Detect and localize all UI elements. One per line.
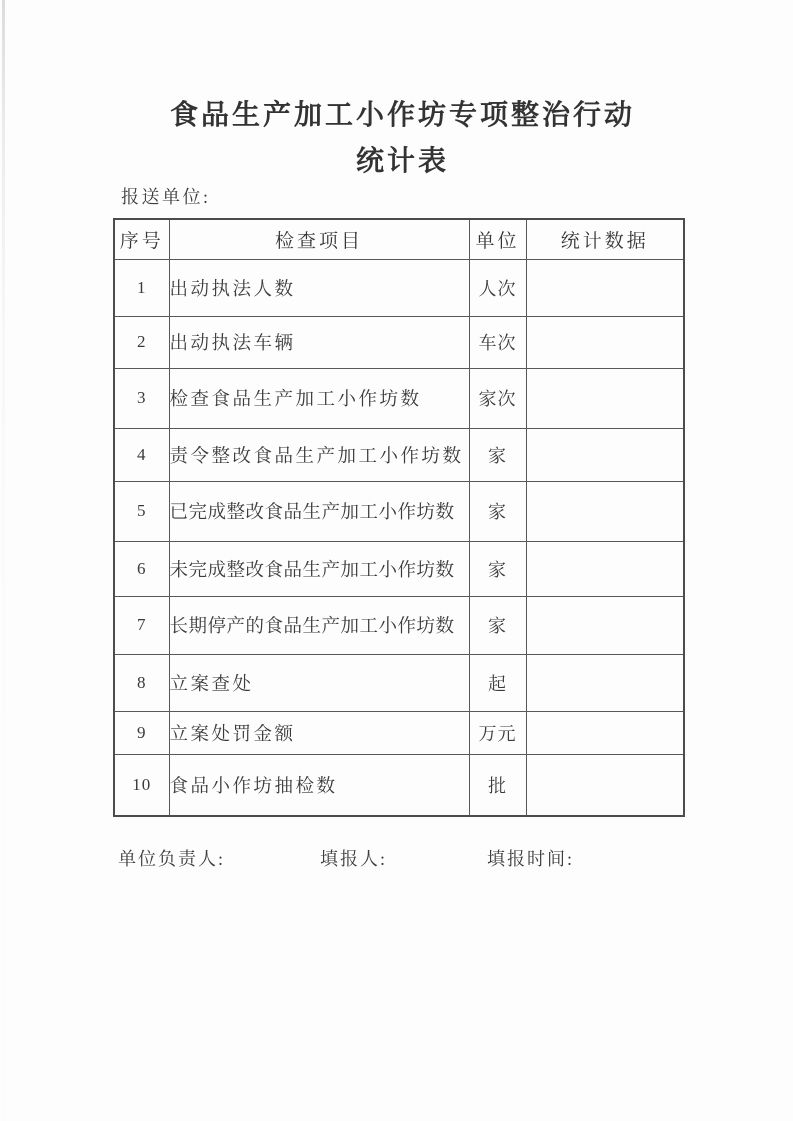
table-row [114, 711, 684, 754]
row-value-cell [526, 316, 684, 368]
statistics-table [113, 218, 685, 817]
row-item-cell: 立案处罚金额 [169, 711, 469, 754]
report-unit-label: 报送单位: [121, 187, 211, 207]
fill-time-label: 填报时间: [487, 849, 575, 869]
row-item-cell: 出动执法车辆 [169, 316, 469, 368]
row-value-cell [526, 428, 684, 481]
row-no-cell: 3 [114, 368, 169, 428]
row-unit-cell: 家 [469, 481, 526, 541]
row-value-cell [526, 368, 684, 428]
document-title [6, 92, 793, 184]
row-value-cell [526, 481, 684, 541]
title-line-1: 食品生产加工小作坊专项整治行动 [169, 99, 635, 130]
table-header-row [114, 219, 684, 259]
row-value-cell [526, 754, 684, 816]
row-unit-cell: 家次 [469, 368, 526, 428]
row-unit-cell: 家 [469, 541, 526, 596]
table-row [114, 428, 684, 481]
row-value-cell [526, 711, 684, 754]
row-no-cell: 1 [114, 259, 169, 316]
col-header-item: 检查项目 [169, 219, 469, 259]
row-no-cell: 9 [114, 711, 169, 754]
row-no-cell: 2 [114, 316, 169, 368]
row-value-cell [526, 596, 684, 654]
table-row [114, 596, 684, 654]
table-row [114, 654, 684, 711]
table-row [114, 259, 684, 316]
col-header-no: 序号 [114, 219, 169, 259]
row-unit-cell: 车次 [469, 316, 526, 368]
row-item-cell: 未完成整改食品生产加工小作坊数 [169, 541, 469, 596]
row-unit-cell: 批 [469, 754, 526, 816]
row-unit-cell: 家 [469, 596, 526, 654]
table-row [114, 316, 684, 368]
row-no-cell: 8 [114, 654, 169, 711]
row-no-cell: 10 [114, 754, 169, 816]
row-no-cell: 6 [114, 541, 169, 596]
row-item-cell: 已完成整改食品生产加工小作坊数 [169, 481, 469, 541]
row-item-cell: 检查食品生产加工小作坊数 [169, 368, 469, 428]
row-value-cell [526, 541, 684, 596]
row-item-cell: 出动执法人数 [169, 259, 469, 316]
row-no-cell: 4 [114, 428, 169, 481]
row-item-cell: 责令整改食品生产加工小作坊数 [169, 428, 469, 481]
row-unit-cell: 万元 [469, 711, 526, 754]
table-row [114, 754, 684, 816]
row-unit-cell: 人次 [469, 259, 526, 316]
row-unit-cell: 起 [469, 654, 526, 711]
unit-responsible-label: 单位负责人: [118, 849, 226, 869]
row-no-cell: 7 [114, 596, 169, 654]
table-row [114, 541, 684, 596]
row-unit-cell: 家 [469, 428, 526, 481]
table-row [114, 368, 684, 428]
row-item-cell: 食品小作坊抽检数 [169, 754, 469, 816]
row-value-cell [526, 654, 684, 711]
row-value-cell [526, 259, 684, 316]
col-header-unit: 单位 [469, 219, 526, 259]
scan-edge-artifact [2, 0, 5, 1121]
form-filler-label: 填报人: [320, 849, 388, 869]
row-item-cell: 立案查处 [169, 654, 469, 711]
table-row [114, 481, 684, 541]
col-header-value: 统计数据 [526, 219, 684, 259]
row-item-cell: 长期停产的食品生产加工小作坊数 [169, 596, 469, 654]
row-no-cell: 5 [114, 481, 169, 541]
title-line-2: 统计表 [355, 145, 449, 176]
